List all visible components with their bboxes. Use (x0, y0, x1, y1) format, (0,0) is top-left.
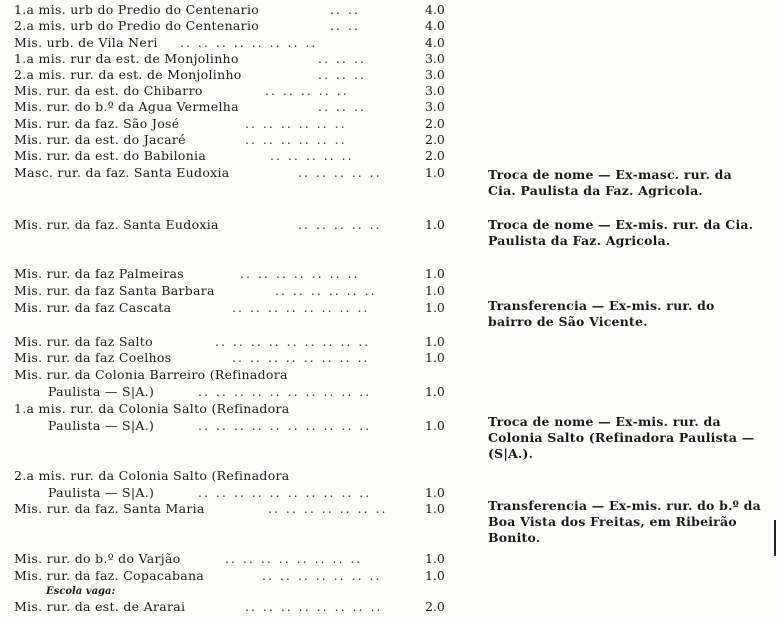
entry-leader: .. .. .. .. .. .. .. .. (232, 300, 370, 315)
entry-name: Mis. rur. da faz Coelhos (14, 350, 172, 365)
entry-name: Mis. rur. da faz. Santa Maria (14, 501, 205, 516)
entry-leader: .. .. .. .. .. (298, 165, 382, 180)
entry-value: 2.0 (425, 599, 445, 614)
entry-name: 2.a mis. rur. da Colonia Salto (Refinadora (14, 468, 290, 483)
entry-value: 1.0 (425, 165, 445, 180)
list-item (0, 18, 778, 34)
entry-leader: .. .. .. .. .. .. .. .. .. .. (198, 485, 372, 500)
list-item (0, 51, 778, 67)
entry-leader: .. .. .. .. .. (265, 83, 349, 98)
list-item (0, 367, 778, 383)
entry-leader: .. .. .. .. .. (298, 217, 382, 232)
entry-leader: .. .. .. .. .. .. .. .. .. .. (198, 418, 372, 433)
entry-value: 1.0 (425, 350, 445, 365)
list-item (0, 468, 778, 484)
entry-value: 4.0 (425, 2, 445, 17)
list-item (0, 551, 778, 567)
note-name-change: Troca de nome — Ex-mis. rur. da Colonia Salto (Refinadora Paulista — (S|A.). (488, 414, 755, 461)
list-item (0, 99, 778, 115)
section-label: Escola vaga: (46, 586, 116, 597)
entry-value: 2.0 (425, 132, 445, 147)
entry-name: Mis. rur. da faz. Santa Eudoxia (14, 217, 219, 232)
list-item (0, 283, 778, 299)
list-item (0, 266, 778, 282)
list-item (0, 67, 778, 83)
entry-name: Mis. rur. da faz Salto (14, 334, 153, 349)
list-item (0, 384, 778, 400)
list-item (0, 350, 778, 366)
entry-name: Mis. rur. da Colonia Barreiro (Refinadora (14, 367, 288, 382)
entry-name: Mis. rur. do b.º do Varjão (14, 551, 181, 566)
entry-leader: .. .. .. .. .. .. .. (268, 501, 388, 516)
entry-leader: .. .. .. (318, 51, 366, 66)
entry-leader: .. .. .. .. .. .. .. .. .. .. (198, 384, 372, 399)
entry-name: 2.a mis. rur. da est. de Monjolinho (14, 67, 242, 82)
entry-name: Mis. rur. da faz. Copacabana (14, 568, 205, 583)
entry-name: Masc. rur. da faz. Santa Eudoxia (14, 165, 230, 180)
entry-leader: .. .. .. .. .. .. .. (240, 266, 360, 281)
note-transfer: Transferencia — Ex-mis. rur. do b.º da Boa Vista dos Freitas, em Ribeirão Bonito. (488, 498, 761, 545)
entry-name: Mis. rur. da est. do Chibarro (14, 83, 203, 98)
entry-value: 1.0 (425, 283, 445, 298)
note-transfer: Transferencia — Ex-mis. rur. do bairro de São Vicente. (488, 298, 715, 329)
note-name-change: Troca de nome — Ex-masc. rur. da Cia. Paulista da Faz. Agricola. (488, 167, 732, 198)
entry-leader: .. .. .. .. .. .. .. .. .. (215, 334, 371, 349)
entry-value: 1.0 (425, 300, 445, 315)
entry-name: 1.a mis. rur da est. de Monjolinho (14, 51, 239, 66)
list-item (0, 35, 778, 51)
entry-value: 1.0 (425, 501, 445, 516)
entry-leader: .. .. .. .. .. (270, 148, 354, 163)
entry-name: Mis. rur. da faz. São José (14, 116, 180, 131)
entry-leader: .. .. .. .. .. .. .. .. (245, 599, 383, 614)
entry-value: 2.0 (425, 148, 445, 163)
entry-leader: .. .. (330, 2, 360, 17)
entry-leader: .. .. .. .. .. .. (275, 283, 377, 298)
entry-name: Mis. rur. do b.º da Agua Vermelha (14, 99, 239, 114)
entry-value: 4.0 (425, 35, 445, 50)
entry-leader: .. .. .. .. .. .. .. (262, 568, 382, 583)
list-item (0, 334, 778, 350)
entry-leader: .. .. (330, 18, 360, 33)
list-item (0, 132, 778, 148)
entry-value: 1.0 (425, 334, 445, 349)
entry-leader: .. .. .. (318, 67, 366, 82)
note-name-change: Troca de nome — Ex-mis. rur. da Cia. Paulista da Faz. Agricola. (488, 217, 754, 248)
entry-value: 3.0 (425, 51, 445, 66)
entry-name: Mis. rur. da est. do Jacaré (14, 132, 186, 147)
margin-rule (774, 520, 776, 556)
entry-value: 1.0 (425, 485, 445, 500)
entry-name: Mis. rur. da faz Santa Barbara (14, 283, 215, 298)
list-item (0, 116, 778, 132)
entry-name: 2.a mis. urb do Predio do Centenario (14, 18, 260, 33)
entry-value: 1.0 (425, 418, 445, 433)
entry-name: Mis. rur. da faz Palmeiras (14, 266, 184, 281)
entry-leader: .. .. .. .. .. .. .. .. (232, 350, 370, 365)
entry-value: 1.0 (425, 384, 445, 399)
entry-value: 3.0 (425, 99, 445, 114)
entry-value: 1.0 (425, 217, 445, 232)
list-item (0, 568, 778, 584)
entry-name: 1.a mis. rur. da Colonia Salto (Refinadora (14, 401, 290, 416)
entry-name: 1.a mis. urb do Predio do Centenario (14, 2, 260, 17)
entry-value: 1.0 (425, 266, 445, 281)
entry-value: 2.0 (425, 116, 445, 131)
list-item (0, 2, 778, 18)
entry-name: Paulista — S|A.) (48, 384, 155, 399)
entry-name: Mis. rur. da est. do Babilonia (14, 148, 207, 163)
list-item (0, 83, 778, 99)
entry-leader: .. .. .. .. .. .. .. .. (180, 35, 318, 50)
entry-leader: .. .. .. .. .. .. (245, 132, 347, 147)
list-item (0, 148, 778, 164)
entry-leader: .. .. .. .. .. .. (245, 116, 347, 131)
list-item (0, 599, 778, 615)
entry-value: 3.0 (425, 83, 445, 98)
entry-value: 4.0 (425, 18, 445, 33)
entry-value: 1.0 (425, 568, 445, 583)
entry-value: 1.0 (425, 551, 445, 566)
entry-name: Paulista — S|A.) (48, 418, 155, 433)
entry-value: 3.0 (425, 67, 445, 82)
entry-name: Paulista — S|A.) (48, 485, 155, 500)
entry-name: Mis. urb. de Vila Neri (14, 35, 158, 50)
entry-leader: .. .. .. .. .. .. .. .. (225, 551, 363, 566)
entry-name: Mis. rur. da faz Cascata (14, 300, 172, 315)
list-item (0, 585, 778, 599)
entry-name: Mis. rur. da est. de Ararai (14, 599, 186, 614)
entry-leader: .. .. .. (318, 99, 366, 114)
